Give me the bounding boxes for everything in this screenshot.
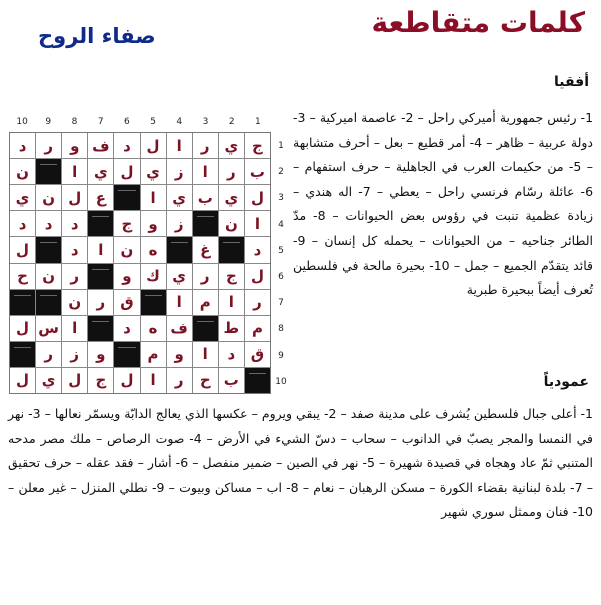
letter-cell[interactable]: د: [62, 211, 87, 236]
letter-cell[interactable]: ف: [88, 133, 113, 158]
letter-cell[interactable]: س: [36, 316, 61, 341]
letter-cell[interactable]: ي: [141, 159, 166, 184]
black-cell: [88, 211, 113, 236]
letter-cell[interactable]: ل: [245, 264, 270, 289]
letter-cell[interactable]: ي: [36, 368, 61, 393]
letter-cell[interactable]: ر: [219, 159, 244, 184]
letter-cell[interactable]: ل: [114, 368, 139, 393]
row-number: 5: [278, 245, 284, 256]
letter-cell[interactable]: ج: [219, 264, 244, 289]
letter-cell[interactable]: ج: [114, 211, 139, 236]
letter-cell[interactable]: ي: [219, 185, 244, 210]
letter-cell[interactable]: ر: [62, 264, 87, 289]
black-cell: [114, 342, 139, 367]
row-number: 7: [278, 298, 284, 309]
letter-cell[interactable]: ن: [219, 211, 244, 236]
letter-cell[interactable]: ن: [10, 159, 35, 184]
letter-cell[interactable]: ل: [245, 185, 270, 210]
letter-cell[interactable]: ر: [88, 290, 113, 315]
letter-cell[interactable]: ح: [193, 368, 218, 393]
author-signature: صفاء الروح: [38, 24, 156, 48]
column-number: 8: [71, 117, 78, 127]
letter-cell[interactable]: د: [114, 316, 139, 341]
letter-cell[interactable]: د: [62, 237, 87, 262]
letter-cell[interactable]: ا: [219, 290, 244, 315]
across-clues: 1- رئيس جمهورية أميركي راحل – 2- عاصمة اميركية – 3- دولة عربية – ظاهر – 4- أمر قطيع – بعل – أحرف متشابهة – 5- من حكيمات العرب في الجاهلية – حرف استفهام – 6- عائلة رسّام فرنسي راحل – يعطي – 7- اله هندي – زيادة عظمية تنبت في رؤوس بعض الحيوانات – 8- مدّ الطائر جناحيه – من الحيوانات – يحمله كل إنسان – 9- قائد يتقدّم الجميع – جمل – 10- بحيرة مالحة في فلسطين تُعرف أيضاً ببحيرة طبرية: [293, 110, 594, 298]
letter-cell[interactable]: ا: [167, 290, 192, 315]
letter-cell[interactable]: ا: [62, 316, 87, 341]
letter-cell[interactable]: ج: [245, 133, 270, 158]
letter-cell[interactable]: ح: [10, 264, 35, 289]
black-cell: [141, 290, 166, 315]
letter-cell[interactable]: ق: [114, 290, 139, 315]
black-cell: [167, 237, 192, 262]
row-number: 2: [278, 167, 284, 178]
letter-cell[interactable]: غ: [193, 237, 218, 262]
letter-cell[interactable]: ز: [62, 342, 87, 367]
row-number: 8: [278, 324, 284, 335]
black-cell: [245, 368, 270, 393]
black-cell: [10, 342, 35, 367]
black-cell: [219, 237, 244, 262]
row-number: 4: [278, 219, 284, 230]
letter-cell[interactable]: م: [141, 342, 166, 367]
letter-cell[interactable]: د: [36, 211, 61, 236]
column-number: 10: [16, 117, 28, 127]
column-number: 1: [255, 117, 261, 127]
letter-cell[interactable]: و: [62, 133, 87, 158]
letter-cell[interactable]: ل: [62, 368, 87, 393]
row-number: 6: [278, 272, 284, 282]
letter-cell[interactable]: ل: [141, 133, 166, 158]
letter-cell[interactable]: ه: [141, 316, 166, 341]
black-cell: [88, 264, 113, 289]
across-heading: أفقيا: [553, 74, 589, 90]
letter-cell[interactable]: ز: [167, 159, 192, 184]
letter-cell[interactable]: ك: [141, 264, 166, 289]
letter-cell[interactable]: د: [219, 342, 244, 367]
column-number: 9: [45, 117, 52, 127]
letter-cell[interactable]: ا: [193, 159, 218, 184]
letter-cell[interactable]: ف: [167, 316, 192, 341]
letter-cell[interactable]: ي: [167, 264, 192, 289]
black-cell: [88, 316, 113, 341]
letter-cell[interactable]: د: [10, 211, 35, 236]
black-cell: [36, 237, 61, 262]
row-number: 10: [275, 376, 287, 387]
letter-cell[interactable]: ر: [245, 290, 270, 315]
letter-cell[interactable]: ق: [245, 342, 270, 367]
letter-cell[interactable]: ن: [62, 290, 87, 315]
row-numbers: [274, 133, 288, 395]
letter-cell[interactable]: ا: [167, 133, 192, 158]
row-number: 3: [278, 193, 284, 204]
letter-cell[interactable]: ز: [167, 211, 192, 236]
letter-cell[interactable]: د: [245, 237, 270, 262]
crossword-grid: [9, 132, 271, 394]
letter-cell[interactable]: ر: [193, 133, 218, 158]
letter-cell[interactable]: ع: [88, 185, 113, 210]
letter-cell[interactable]: ا: [88, 237, 113, 262]
row-number: 9: [278, 350, 284, 361]
black-cell: [36, 159, 61, 184]
letter-cell[interactable]: ل: [62, 185, 87, 210]
letter-cell[interactable]: د: [114, 133, 139, 158]
letter-cell[interactable]: و: [167, 342, 192, 367]
row-number: 1: [278, 141, 284, 151]
letter-cell[interactable]: ب: [193, 185, 218, 210]
letter-cell[interactable]: م: [193, 290, 218, 315]
column-number: 4: [176, 117, 183, 127]
letter-cell[interactable]: ا: [141, 185, 166, 210]
letter-cell[interactable]: ا: [193, 342, 218, 367]
black-cell: [193, 316, 218, 341]
letter-cell[interactable]: ج: [88, 368, 113, 393]
page-title: كلمات متقاطعة: [371, 6, 585, 39]
black-cell: [114, 185, 139, 210]
letter-cell[interactable]: ر: [193, 264, 218, 289]
letter-cell[interactable]: ا: [62, 159, 87, 184]
letter-cell[interactable]: ن: [36, 185, 61, 210]
letter-cell[interactable]: ر: [167, 368, 192, 393]
letter-cell[interactable]: م: [245, 316, 270, 341]
letter-cell[interactable]: ا: [141, 368, 166, 393]
column-number: 5: [150, 117, 156, 127]
letter-cell[interactable]: و: [88, 342, 113, 367]
column-number: 3: [202, 117, 209, 127]
black-cell: [193, 211, 218, 236]
letter-cell[interactable]: ل: [10, 316, 35, 341]
letter-cell[interactable]: ي: [219, 133, 244, 158]
column-number: 7: [97, 117, 104, 127]
down-clues: 1- أعلى جبال فلسطين يُشرف على مدينة صفد – 2- يبقي ويروم – عكسها الذي يعالج الدابّة ويسمّر نعالها – 3- نهر في النمسا والمجر يصبّ في الدانوب – سحاب – دسّ الشيء في الأرض – 4- صوت الرصاص – ملك مصر مدحه المتنبي ثمّ عاد وهجاه في قصيدة شهيرة – 5- نهر في الصين – ضمير منفصل – 6- أشار – فقد عقله – حرف تحقيق – 7- بلدة لبنانية بقضاء الكورة – مسكن الرهبان – نعام – 8- اب – مساكن وبيوت – 9- نطلي المنزل – غير معلن – 10- فنان وممثل سوري شهير: [8, 406, 593, 520]
letter-cell[interactable]: ي: [88, 159, 113, 184]
letter-cell[interactable]: د: [10, 133, 35, 158]
letter-cell[interactable]: ر: [36, 133, 61, 158]
letter-cell[interactable]: ن: [114, 237, 139, 262]
letter-cell[interactable]: ا: [245, 211, 270, 236]
down-heading: عمودياً: [543, 374, 589, 390]
letter-cell[interactable]: و: [141, 211, 166, 236]
black-cell: [10, 290, 35, 315]
black-cell: [36, 290, 61, 315]
column-number: 2: [228, 117, 235, 127]
letter-cell[interactable]: ط: [219, 316, 244, 341]
letter-cell[interactable]: ب: [219, 368, 244, 393]
letter-cell[interactable]: ه: [141, 237, 166, 262]
letter-cell[interactable]: ل: [10, 368, 35, 393]
column-numbers: [9, 117, 271, 129]
letter-cell[interactable]: و: [114, 264, 139, 289]
letter-cell[interactable]: ب: [245, 159, 270, 184]
column-number: 6: [124, 117, 130, 127]
letter-cell[interactable]: ل: [10, 237, 35, 262]
letter-cell[interactable]: ر: [36, 342, 61, 367]
letter-cell[interactable]: ي: [167, 185, 192, 210]
letter-cell[interactable]: ن: [36, 264, 61, 289]
letter-cell[interactable]: ل: [114, 159, 139, 184]
letter-cell[interactable]: ي: [10, 185, 35, 210]
